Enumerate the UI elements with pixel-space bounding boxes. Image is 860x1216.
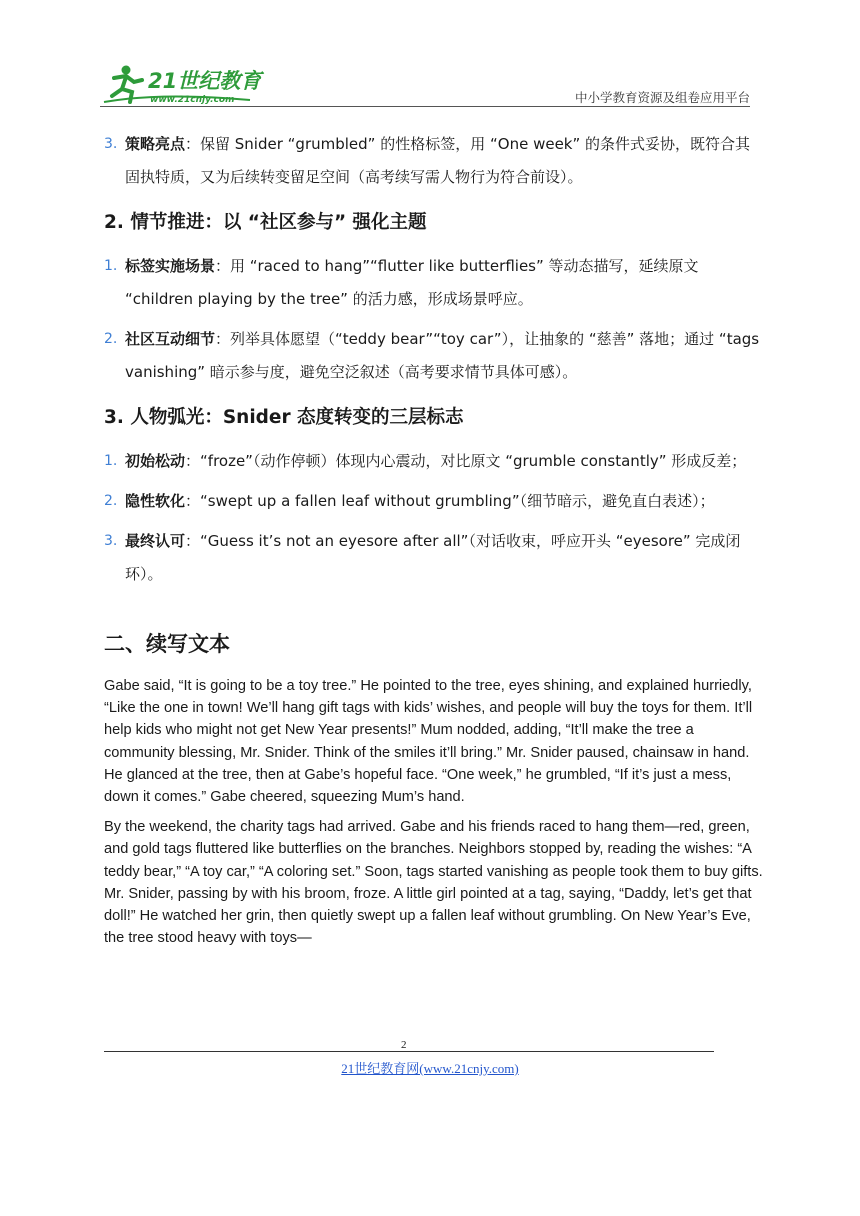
svg-text:www.21cnjy.com: www.21cnjy.com	[150, 95, 235, 105]
page-content	[104, 128, 764, 957]
list-number: 3.	[104, 533, 118, 549]
list-number: 2.	[104, 331, 118, 347]
page-number: 2	[401, 1039, 407, 1051]
list-number: 3.	[104, 136, 118, 152]
list-item-bold: 隐性软化	[125, 492, 186, 510]
list-item	[104, 250, 764, 316]
svg-text:21世纪教育: 21世纪教育	[148, 69, 262, 93]
list-item-text: ：用 “raced to hang”“flutter like butterflies” 等动态描写，延续原文 “children playing by the tree” 的活力感，形成场景呼应。	[125, 257, 699, 308]
list-item	[104, 323, 764, 389]
list-item	[104, 445, 764, 478]
list-item-text: ：“swept up a fallen leaf without grumbling”（细节暗示，避免直白表述）；	[185, 492, 715, 510]
list-item-text: ：“froze”（动作停顿）体现内心震动，对比原文 “grumble constantly” 形成反差；	[185, 452, 747, 470]
footer-divider	[104, 1051, 714, 1052]
body-paragraph: Gabe said, “It is going to be a toy tree.” He pointed to the tree, eyes shining, and explained hurriedly, “Like the one in town! We’ll hang gift tags with kids’ wishes, and people will buy the toys for them. It’ll help kids who might not get New Year presents!” Mum nodded, adding, “It’ll make the tree a community blessing, Mr. Snider. Think of the smiles it’ll bring.” Mr. Snider paused, chainsaw in hand. He glanced at the tree, then at Gabe’s hopeful face. “One week,” he grumbled, “If it’s just a mess, down it comes.” Gabe cheered, squeezing Mum’s hand.	[104, 678, 753, 806]
header-divider	[100, 106, 750, 107]
list-item	[104, 128, 764, 194]
list-item	[104, 525, 764, 591]
footer-link[interactable]: 21世纪教育网(www.21cnjy.com)	[341, 1061, 519, 1076]
list-item-bold: 策略亮点	[125, 135, 186, 153]
section-heading-3: 3. 人物弧光：Snider 态度转变的三层标志	[104, 407, 464, 428]
list-item-bold: 社区互动细节	[125, 330, 216, 348]
list-item-text: ：“Guess it’s not an eyesore after all”（对话收束，呼应开头 “eyesore” 完成闭环）。	[125, 532, 741, 583]
section-heading-2: 2. 情节推进：以 “社区参与” 强化主题	[104, 212, 427, 233]
list-item-text: ：保留 Snider “grumbled” 的性格标签，用 “One week” 的条件式妥协，既符合其固执特质，又为后续转变留足空间（高考续写需人物行为符合前设）。	[125, 135, 751, 186]
major-heading: 二、续写文本	[104, 632, 230, 656]
list-item-bold: 最终认可	[125, 532, 186, 550]
page-header	[100, 62, 750, 108]
list-item	[104, 485, 764, 518]
header-platform-text: 中小学教育资源及组卷应用平台	[574, 90, 750, 105]
list-number: 1.	[104, 453, 118, 469]
body-paragraph: By the weekend, the charity tags had arrived. Gabe and his friends raced to hang them—red, green, and gold tags fluttered like butterflies on the branches. Neighbors stopped by, reading the wishes: “A teddy bear,” “A toy car,” “A coloring set.” Soon, tags started vanishing as people took them to buy gifts. Mr. Snider, passing by with his broom, froze. A little girl pointed at a tag, saying, “Daddy, let’s get that doll!” He watched her grin, then quietly swept up a fallen leaf without grumbling. On New Year’s Eve, the tree stood heavy with toys—	[104, 819, 763, 947]
list-item-bold: 初始松动	[125, 452, 186, 470]
list-number: 2.	[104, 493, 118, 509]
list-item-text: ：列举具体愿望（“teddy bear”“toy car”），让抽象的 “慈善” 落地；通过 “tags vanishing” 暗示参与度，避免空泛叙述（高考要求情节具体可感）。	[125, 330, 760, 381]
list-item-bold: 标签实施场景	[125, 257, 216, 275]
list-number: 1.	[104, 258, 118, 274]
logo-icon	[100, 62, 270, 106]
